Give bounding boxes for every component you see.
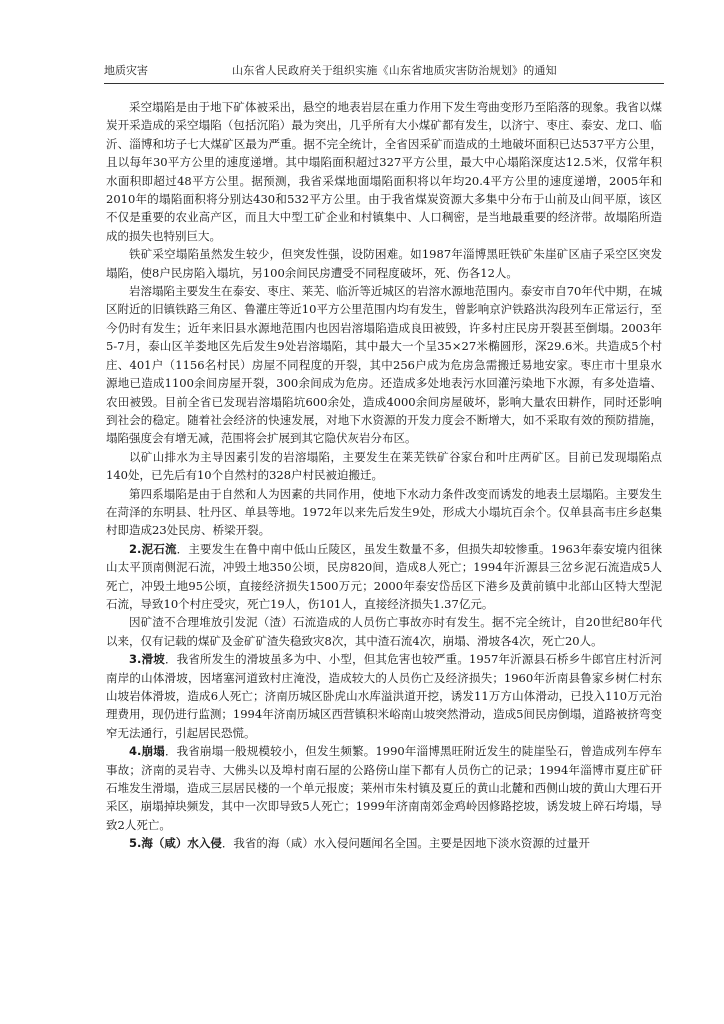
- header-rule: [104, 83, 664, 84]
- paragraph-text: 因矿渣不合理堆放引发泥（渣）石流造成的人员伤亡事故亦时有发生。据不完全统计，自20世纪80年代以来，仅有记载的煤矿及金矿矿渣失稳致灾8次，其中渣石流4次，崩塌、滑坡各4次，死亡20人。: [106, 615, 662, 648]
- header-section: 地质灾害: [104, 64, 148, 77]
- page-header: [104, 63, 664, 79]
- section-heading: 3.滑坡: [129, 652, 165, 667]
- paragraph-text: 铁矿采空塌陷虽然发生较少，但突发性强，设防困难。如1987年淄博黑旺铁矿朱崖矿区庙子采空区突发塌陷，使8户民房陷入塌坑，另100余间民房遭受不同程度破坏，死、伤各12人。: [106, 247, 662, 280]
- paragraph: [106, 448, 662, 485]
- paragraph-text: ．我省的海（咸）水入侵问题闻名全国。主要是因地下淡水资源的过量开: [221, 836, 590, 851]
- section-heading: 5.海（咸）水入侵: [129, 836, 222, 851]
- paragraph: [106, 98, 662, 245]
- paragraph: [106, 613, 662, 650]
- paragraph: [106, 485, 662, 540]
- section-heading: 4.崩塌: [129, 744, 165, 759]
- paragraph-text: 第四系塌陷是由于自然和人为因素的共同作用，使地下水动力条件改变而诱发的地表土层塌陷。主要发生在菏泽的东明县、牡丹区、单县等地。1972年以来先后发生9处，形成大小塌坑百余个。仅单县高韦庄乡赵集村即造成23处民房、桥梁开裂。: [106, 486, 662, 538]
- paragraph-text: ．我省崩塌一般规模较小，但发生频繁。1990年淄博黑旺附近发生的陡崖坠石，曾造成列车停车事故；济南的灵岩寺、大佛头以及埠村南石屋的公路傍山崖下都有人员伤亡的记录；1994年淄博市夏庄矿矸石堆发生滑塌，造成三层居民楼的一个单元报废；莱州市朱村镇及夏丘的黄山北麓和西侧山坡的黄山大理石开采区，崩塌掉块频发，其中一次即导致5人死亡；1999年济南南郊金鸡岭因修路挖坡，诱发坡上碎石垮塌，导致2人死亡。: [106, 744, 663, 832]
- paragraph-text: ．我省所发生的滑坡虽多为中、小型，但其危害也较严重。1957年沂源县石桥乡牛郎官庄村沂河南岸的山体滑坡，因堵塞河道致村庄淹没，造成较大的人员伤亡及经济损失；1960年沂南县鲁家乡树仁村东山坡岩体滑坡，造成6人死亡；济南历城区卧虎山水库溢洪道开挖，诱发11万方山体滑动，已投入110万元治理费用，现仍进行监测；1994年济南历城区西营镇积米峪南山坡突然滑动，造成5间民房倒塌，道路被挤弯变窄无法通行，引起居民恐慌。: [106, 652, 663, 740]
- paragraph-text: 岩溶塌陷主要发生在泰安、枣庄、莱芜、临沂等近城区的岩溶水源地范围内。泰安市自70年代中期，在城区附近的旧镇铁路三角区、鲁灌庄等近10平方公里范围内均有发生，曾影响京沪铁路洪沟段列车正常运行，至今仍时有发生；近年来旧县水源地范围内也因岩溶塌陷造成良田被毁，许多村庄民房开裂甚至倒塌。2003年5-7月，泰山区羊娄地区先后发生9处岩溶塌陷，其中最大一个呈35×27米椭圆形，深29.6米。共造成5个村庄、401户（1156名村民）房屋不同程度的开裂，其中256户成为危房急需搬迁易地安家。枣庄市十里泉水源地已造成1100余间房屋开裂，300余间成为危房。还造成多处地表污水回灌污染地下水源，有多处造墙、农田被毁。目前全省已发现岩溶塌陷坑600余处，造成4000余间房屋破坏，影响大量农田耕作，同时还影响到社会的稳定。随着社会经济的快速发展，对地下水资源的开发力度会不断增大，如不采取有效的预防措施，塌陷强度会有增无减，范围将会扩展到其它隐伏灰岩分布区。: [106, 284, 662, 446]
- paragraph-text: 采空塌陷是由于地下矿体被采出，悬空的地表岩层在重力作用下发生弯曲变形乃至陷落的现象。我省以煤炭开采造成的采空塌陷（包括沉陷）最为突出，几乎所有大小煤矿都有发生，以济宁、枣庄、泰安、龙口、临沂、淄博和坊子七大煤矿区最为严重。据不完全统计，全省因采矿而造成的土地破坏面积已达537平方公里，且以每年30平方公里的速度递增。其中塌陷面积超过327平方公里，最大中心塌陷深度达12.5米，仅常年积水面积即超过48平方公里。据预测，我省采煤地面塌陷面积将以年均20.4平方公里的速度递增，2005年和2010年的塌陷面积将分别达430和532平方公里。由于我省煤炭资源大多集中分布于山前及山间平原，该区不仅是重要的农业高产区，而且大中型工矿企业和村镇集中、人口稠密，是当地最重要的经济带。故塌陷所造成的损失也特别巨大。: [106, 100, 662, 243]
- paragraph: [106, 834, 662, 852]
- paragraph: [106, 282, 662, 448]
- paragraph: [106, 540, 662, 614]
- section-heading: 2.泥石流: [129, 541, 177, 556]
- paragraph: [106, 742, 662, 834]
- paragraph: [106, 650, 662, 742]
- body-text: [106, 98, 662, 853]
- paragraph-text: 以矿山排水为主导因素引发的岩溶塌陷，主要发生在莱芜铁矿谷家台和叶庄两矿区。目前已发现塌陷点140处，已先后有10个自然村的328户村民被迫搬迁。: [106, 449, 662, 483]
- header-doc-title: 山东省人民政府关于组织实施《山东省地质灾害防治规划》的通知: [232, 64, 557, 77]
- paragraph-text: ．主要发生在鲁中南中低山丘陵区，虽发生数量不多，但损失却较惨重。1963年泰安境内徂徕山太平顶南侧泥石流，冲毁土地350公顷，民房820间，造成8人死亡；1994年沂源县三岔乡泥石流造成5人死亡，冲毁土地95公顷，直接经济损失1500万元；2000年泰安岱岳区下港乡及黄前镇中北部山区特大型泥石流，导致10个村庄受灾，死亡19人，伤101人，直接经济损失1.37亿元。: [106, 541, 662, 611]
- paragraph: [106, 245, 662, 282]
